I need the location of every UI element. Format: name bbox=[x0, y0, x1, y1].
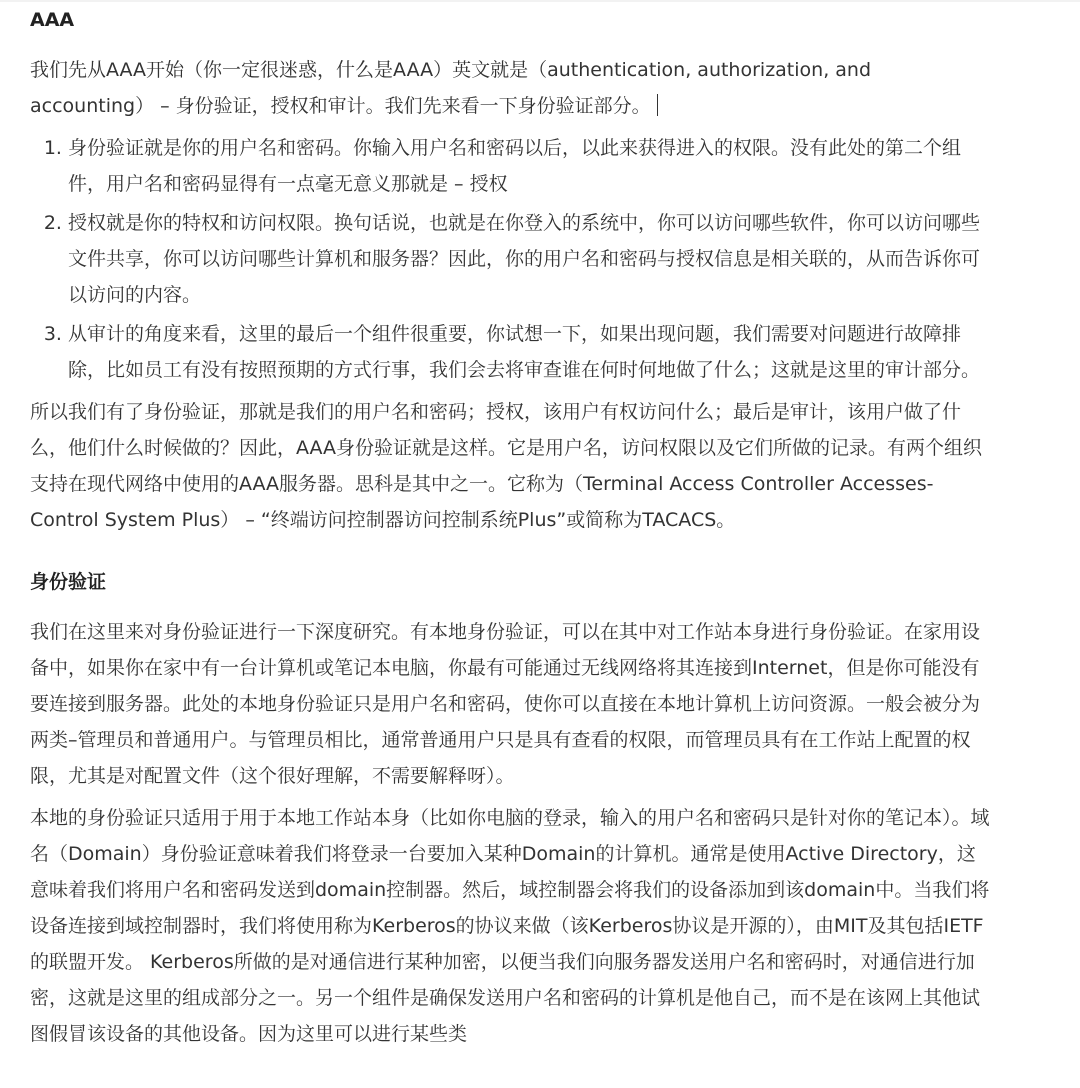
list-item: 1. 身份验证就是你的用户名和密码。你输入用户名和密码以后，以此来获得进入的权限。没有此处的第二个组件，用户名和密码显得有一点毫无意义那就是 – 授权 bbox=[68, 130, 990, 202]
aaa-component-list bbox=[30, 130, 990, 388]
aaa-intro-text: 我们先从AAA开始（你一定很迷惑，什么是AAA）英文就是（authentication, authorization, and accounting） – 身份验证，授权和审计。我们先来看一下身份验证部分。 bbox=[30, 59, 872, 117]
list-item: 2. 授权就是你的特权和访问权限。换句话说，也就是在你登入的系统中，你可以访问哪些软件，你可以访问哪些文件共享，你可以访问哪些计算机和服务器？因此，你的用户名和密码与授权信息是相关联的，从而告诉你可以访问的内容。 bbox=[68, 205, 990, 313]
article-body bbox=[30, 2, 990, 1058]
aaa-summary-paragraph: 所以我们有了身份验证，那就是我们的用户名和密码；授权，该用户有权访问什么；最后是审计，该用户做了什么，他们什么时候做的？因此，AAA身份验证就是这样。它是用户名，访问权限以及它们所做的记录。有两个组织支持在现代网络中使用的AAA服务器。思科是其中之一。它称为（Terminal Access Controller Accesses-Control System Plus） – “终端访问控制器访问控制系统Plus”或简称为TACACS。 bbox=[30, 401, 983, 531]
aaa-intro-paragraph bbox=[30, 52, 990, 124]
list-item: 3. 从审计的角度来看，这里的最后一个组件很重要，你试想一下，如果出现问题，我们需要对问题进行故障排除，比如员工有没有按照预期的方式行事，我们会去将审查谁在何时何地做了什么；这就是这里的审计部分。 bbox=[68, 316, 990, 388]
section-heading-authentication: 身份验证 bbox=[30, 571, 107, 593]
authentication-paragraph: 本地的身份验证只适用于用于本地工作站本身（比如你电脑的登录，输入的用户名和密码只是针对你的笔记本）。域名（Domain）身份验证意味着我们将登录一台要加入某种Domain的计算机。通常是使用Active Directory，这意味着我们将用户名和密码发送到domain控制器。然后，域控制器会将我们的设备添加到该domain中。当我们将设备连接到域控制器时，我们将使用称为Kerberos的协议来做（该Kerberos协议是开源的），由MIT及其包括IETF的联盟开发。 Kerberos所做的是对通信进行某种加密，以便当我们向服务器发送用户名和密码时，对通信进行加密，这就是这里的组成部分之一。另一个组件是确保发送用户名和密码的计算机是他自己，而不是在该网上其他试图假冒该设备的其他设备。因为这里可以进行某些类 bbox=[30, 807, 990, 1045]
section-heading-aaa: AAA bbox=[30, 9, 75, 31]
text-cursor bbox=[657, 94, 658, 116]
authentication-paragraph: 我们在这里来对身份验证进行一下深度研究。有本地身份验证，可以在其中对工作站本身进行身份验证。在家用设备中，如果你在家中有一台计算机或笔记本电脑，你最有可能通过无线网络将其连接到Internet，但是你可能没有要连接到服务器。此处的本地身份验证只是用户名和密码，使你可以直接在本地计算机上访问资源。一般会被分为两类–管理员和普通用户。与管理员相比，通常普通用户只是具有查看的权限，而管理员具有在工作站上配置的权限，尤其是对配置文件（这个很好理解，不需要解释呀）。 bbox=[30, 621, 981, 787]
